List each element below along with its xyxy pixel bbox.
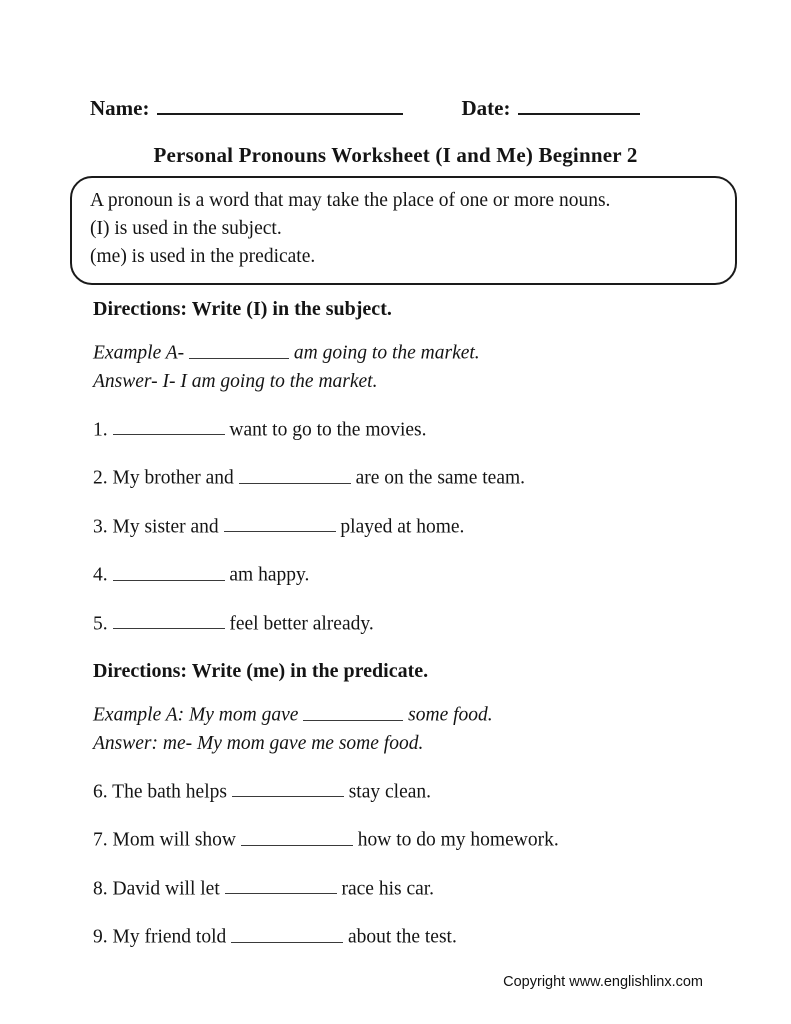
directions-heading-subject: Directions: Write (I) in the subject. [93,298,392,320]
fill-in-blank [189,338,289,359]
info-line: A pronoun is a word that may take the place of one or more nouns. [90,190,611,211]
question-3 [93,512,791,540]
question-number: 8. [93,878,108,899]
example-block-subject [93,338,791,396]
name-blank [157,92,403,115]
question-number: 3. [93,516,108,537]
question-5 [93,609,791,637]
example-text-after: am going to the market. [293,342,480,364]
question-text-before: David will let [112,878,220,899]
question-text-before: My friend told [112,926,227,948]
question-text-after: are on the same team. [355,467,526,489]
question-text-after: stay clean. [348,781,432,802]
fill-in-blank [231,922,343,943]
question-text-before: My brother and [112,467,234,489]
question-2 [93,463,791,491]
example-text-before: Example A: My mom gave [93,704,299,726]
question-4 [93,560,791,588]
question-1 [93,415,791,443]
question-text-after: want to go to the movies. [229,419,427,440]
fill-in-blank [232,777,344,798]
question-9 [93,922,791,950]
fill-in-blank [224,512,336,533]
question-number: 5. [93,613,108,634]
fill-in-blank [113,560,225,581]
question-number: 9. [93,926,108,948]
question-text-after: how to do my homework. [357,829,559,851]
question-text-before: Mom will show [112,829,237,851]
question-number: 6. [93,781,108,802]
fill-in-blank [225,874,337,895]
page-title: Personal Pronouns Worksheet (I and Me) Beginner 2 [153,143,638,167]
question-7 [93,825,791,853]
date-blank [518,92,640,115]
fill-in-blank [303,700,403,721]
example-text-before: Example A- [93,342,185,364]
name-label: Name: [90,96,150,120]
fill-in-blank [113,415,225,436]
example-line [93,700,791,730]
name-date-row [90,92,791,121]
example-line [93,338,791,368]
question-text-after: about the test. [347,926,457,948]
pronoun-definition-box [70,176,737,285]
directions-heading-predicate: Directions: Write (me) in the predicate. [93,660,429,682]
copyright-text: Copyright www.englishlinx.com [503,973,703,990]
fill-in-blank [239,463,351,484]
question-8 [93,874,791,902]
info-line: (I) is used in the subject. [90,218,282,239]
question-text-before: My sister and [112,516,219,537]
question-6 [93,777,791,805]
question-number: 7. [93,829,108,851]
question-text-after: am happy. [229,564,310,586]
question-number: 2. [93,467,108,489]
fill-in-blank [113,609,225,630]
fill-in-blank [241,825,353,846]
question-number: 1. [93,419,108,440]
example-text-after: some food. [408,704,493,726]
question-text-after: feel better already. [229,613,374,634]
answer-line: Answer: me- My mom gave me some food. [93,732,424,754]
question-text-after: race his car. [341,878,435,899]
question-text-before: The bath helps [112,781,227,802]
info-line: (me) is used in the predicate. [90,246,316,267]
date-label: Date: [461,96,511,120]
question-number: 4. [93,564,108,586]
answer-line: Answer- I- I am going to the market. [93,370,378,392]
example-block-predicate [93,700,791,758]
question-text-after: played at home. [340,516,465,537]
